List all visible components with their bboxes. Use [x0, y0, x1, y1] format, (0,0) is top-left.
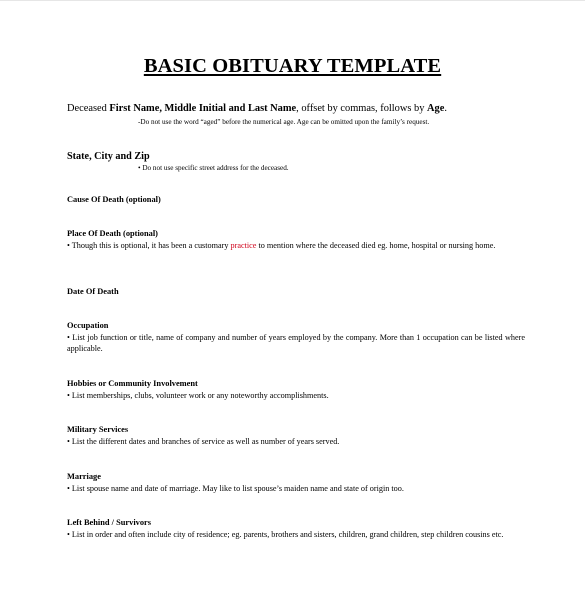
intro-text-2: , offset by commas, follows by: [296, 103, 427, 114]
intro-bold-age: Age: [427, 103, 445, 114]
section-heading-hobbies: Hobbies or Community Involvement: [67, 379, 198, 388]
section-heading-date-of-death: Date Of Death: [67, 287, 119, 296]
section-heading-state-city-zip: State, City and Zip: [67, 151, 150, 162]
place-of-death-text-after: to mention where the deceased died eg. home, hospital or nursing home.: [256, 241, 496, 250]
intro-text-3: .: [444, 103, 447, 114]
section-heading-cause-of-death: Cause Of Death (optional): [67, 195, 161, 204]
place-of-death-highlight: practice: [230, 241, 257, 250]
section-heading-military-services: Military Services: [67, 425, 129, 434]
section-heading-survivors: Left Behind / Survivors: [67, 518, 151, 527]
section-heading-occupation: Occupation: [67, 321, 109, 330]
intro-note: -Do not use the word “aged” before the numerical age. Age can be omitted upon the family’s request.: [138, 118, 430, 126]
section-text-place-of-death: [67, 240, 525, 251]
document-title: BASIC OBITUARY TEMPLATE: [143, 55, 442, 77]
section-heading-marriage: Marriage: [67, 472, 101, 481]
intro-text-1: Deceased: [67, 103, 110, 114]
section-text-marriage: • List spouse name and date of marriage. May like to list spouse’s maiden name and state of origin too.: [67, 484, 404, 493]
section-text-military-services: • List the different dates and branches of service as well as number of years served.: [67, 437, 340, 446]
intro-line: [67, 102, 525, 116]
intro-bold-name: First Name, Middle Initial and Last Name: [109, 103, 297, 114]
section-text-survivors: • List in order and often include city of residence; eg. parents, brothers and sisters, children, grand children, step children cousins etc.: [67, 530, 504, 539]
section-text-occupation: • List job function or title, name of company and number of years employed by the company. More than 1 occupation can be listed where applicable.: [67, 333, 525, 354]
section-note-state-city-zip: • Do not use specific street address for the deceased.: [138, 164, 289, 172]
place-of-death-text-before: • Though this is optional, it has been a customary: [67, 241, 231, 250]
page-top-border: [0, 0, 585, 1]
section-heading-place-of-death: Place Of Death (optional): [67, 229, 158, 238]
section-text-hobbies: • List memberships, clubs, volunteer work or any noteworthy accomplishments.: [67, 391, 329, 400]
